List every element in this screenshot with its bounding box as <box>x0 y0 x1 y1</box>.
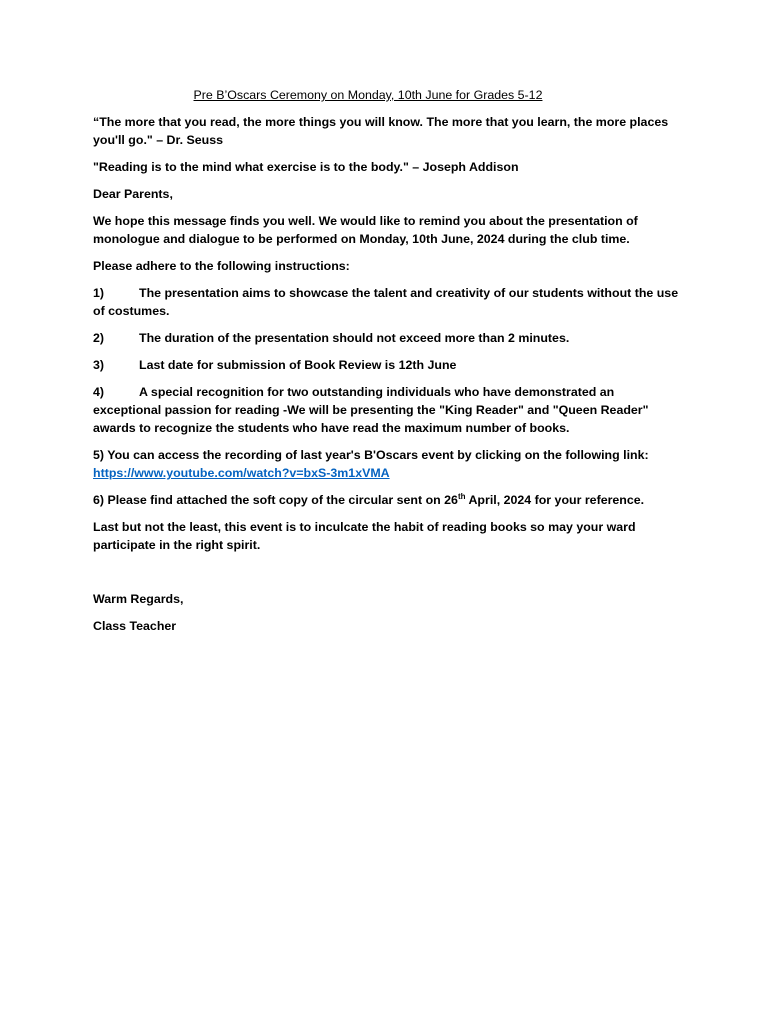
instruction-item-3 <box>93 356 683 374</box>
sign-off: Warm Regards, <box>93 592 184 606</box>
intro-paragraph: We hope this message finds you well. We would like to remind you about the presentation of monologue and dialogue to be performed on Monday, 10th June, 2024 during the club time. <box>93 214 638 246</box>
ordinal-suffix: th <box>457 491 466 501</box>
instruction-item-2 <box>93 329 683 347</box>
instruction-item-1 <box>93 284 683 320</box>
attachment-paragraph <box>93 491 683 509</box>
instruction-text: Last date for submission of Book Review is 12th June <box>139 358 457 372</box>
spacer <box>93 563 683 590</box>
circular-document <box>93 86 683 644</box>
recording-text: 5) You can access the recording of last year's B'Oscars event by clicking on the following link: <box>93 448 649 462</box>
attachment-suffix: April, 2024 for your reference. <box>465 493 645 507</box>
instruction-text: The duration of the presentation should not exceed more than 2 minutes. <box>139 331 570 345</box>
instruction-number: 1) <box>93 286 105 300</box>
instruction-number: 2) <box>93 331 105 345</box>
instruction-number: 3) <box>93 358 105 372</box>
closing-note: Last but not the least, this event is to inculcate the habit of reading books so may your ward participate in the right spirit. <box>93 520 636 552</box>
recording-paragraph <box>93 446 683 482</box>
instruction-text: The presentation aims to showcase the talent and creativity of our students without the use of costumes. <box>93 286 679 318</box>
youtube-link[interactable]: https://www.youtube.com/watch?v=bxS-3m1xVMA <box>93 466 390 480</box>
instruction-number: 4) <box>93 385 105 399</box>
attachment-prefix: 6) Please find attached the soft copy of the circular sent on 26 <box>93 493 458 507</box>
salutation: Dear Parents, <box>93 187 173 201</box>
instruction-text: A special recognition for two outstanding individuals who have demonstrated an exceptional passion for reading -We will be presenting the "King Reader" and "Queen Reader" awards to recognize the students who have read the maximum number of books. <box>93 385 649 435</box>
document-title: Pre B’Oscars Ceremony on Monday, 10th June for Grades 5-12 <box>193 88 543 102</box>
quote-joseph-addison: "Reading is to the mind what exercise is to the body." – Joseph Addison <box>93 160 519 174</box>
quote-dr-seuss: “The more that you read, the more things you will know. The more that you learn, the more places you'll go." – Dr. Seuss <box>93 115 669 147</box>
instructions-heading: Please adhere to the following instructions: <box>93 259 350 273</box>
instruction-item-4 <box>93 383 683 437</box>
signature: Class Teacher <box>93 619 177 633</box>
